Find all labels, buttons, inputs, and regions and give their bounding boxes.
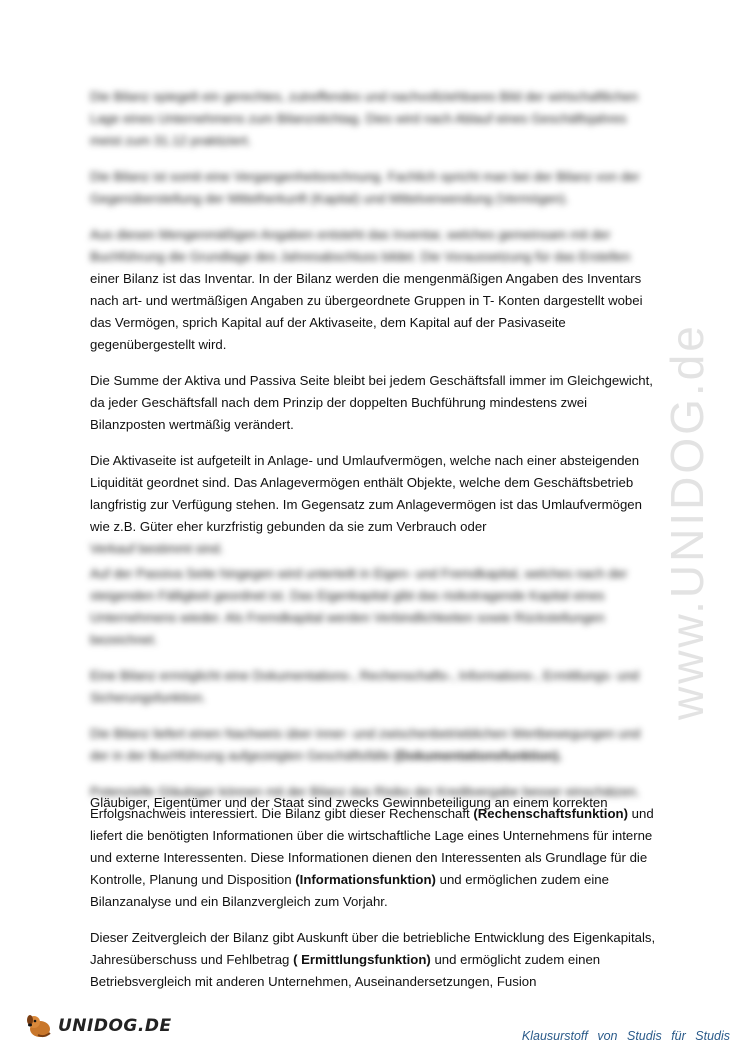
paragraph-gleichgewicht: Die Summe der Aktiva und Passiva Seite bleibt bei jedem Geschäftsfall immer im Gleichgewicht, da jeder Geschäftsfall nach dem Prinzip der doppelten Buchführung mindestens zwei Bilanzposten wertmäßig verändert. — [90, 373, 653, 432]
footer-tagline: Klausurstoff von Studis für Studis — [521, 1029, 730, 1043]
blurred-paragraph: Die Bilanz liefert einen Nachweis über inner- und zwischenbetrieblichen Wertbewegungen und der in der Buchführung aufgezeigten Geschäftsfälle (Dokumentationsfunktion). — [90, 726, 641, 763]
logo-text: UNIDOG.DE — [58, 1016, 172, 1036]
paragraph-rechenschaft: Erfolgsnachweis interessiert. Die Bilanz gibt dieser Rechenschaft (Rechenschaftsfunktion) und liefert die benötigten Informationen über die wirtschaftliche Lage eines Unternehmens für interne und externe Interessenten. Diese Informationen dienen den Interessenten als Grundlage für die Kontrolle, Planung und Disposition (Informationsfunktion) und ermöglichen zudem eine Bilanzanalyse und ein Bilanzvergleich zum Vorjahr. — [90, 806, 654, 909]
paragraph-inventar: einer Bilanz ist das Inventar. In der Bilanz werden die mengenmäßigen Angaben des Inventars nach art- und wertmäßigen Angaben zu übergeordnete Gruppen in T- Konten dargestellt wobei das Vermögen, sprich Kapital auf der Aktivaseite, dem Kapital auf der Pasivaseite gegenübergestellt wird. — [90, 271, 643, 352]
cut-line: Verkauf bestimmt sind. — [90, 541, 224, 556]
unidog-logo — [24, 1008, 172, 1044]
blurred-paragraph: Die Bilanz spiegelt ein gerechtes, zutreffendes und nachvollziehbares Bild der wirtschaftlichen Lage eines Unternehmens zum Bilanzstichtag. Dies wird nach Ablauf eines Geschäftsjahres meist zum 31.12 praktiziert. — [90, 89, 639, 148]
cut-line: Gläubiger, Eigentümer und der Staat sind zwecks Gewinnbeteiligung an einem korrekten — [90, 795, 608, 810]
document-body — [90, 86, 656, 1007]
blurred-paragraph: Eine Bilanz ermöglicht eine Dokumentations-, Rechenschafts-, Informations-, Ermittlungs- und Sicherungsfunktion. — [90, 668, 639, 705]
blurred-paragraph: Aus diesen Mengenmäßigen Angaben entsteht das Inventar, welches gemeinsam mit der Buchführung die Grundlage des Jahresabschluss bildet. Die Voraussetzung für das Erstellen — [90, 227, 631, 264]
blurred-line: Potenzielle Gläubiger können mit der Bilanz das Risiko der Kreditvergabe besser einschätzen. — [90, 784, 640, 799]
blurred-paragraph: Auf der Passiva Seite hingegen wird unterteilt in Eigen- und Fremdkapital, welches nach der steigenden Fälligkeit geordnet ist. Das Eigenkapital gibt das risikotragende Kapital eines Unternehmens wieder. Als Fremdkapital werden Verbindlichkeiten sowie Rückstellungen bezeichnet. — [90, 566, 628, 647]
paragraph-aktivaseite: Die Aktivaseite ist aufgeteilt in Anlage- und Umlaufvermögen, welche nach einer absteigenden Liquidität geordnet sind. Das Anlagevermögen enthält Objekte, welche dem Geschäftsbetrieb langfristig zur Verfügung stehen. Im Gegensatz zum Anlagevermögen ist das Umlaufvermögen wie z.B. Güter eher kurzfristig gebunden da sie zum Verbrauch oder — [90, 453, 642, 534]
dog-mascot-icon — [24, 1011, 54, 1041]
paragraph-zeitvergleich: Dieser Zeitvergleich der Bilanz gibt Auskunft über die betriebliche Entwicklung des Eigenkapitals, Jahresüberschuss und Fehlbetrag ( Ermittlungsfunktion) und ermöglicht zudem einen Betriebsvergleich mit anderen Unternehmen, Auseinandersetzungen, Fusion — [90, 930, 656, 989]
blurred-paragraph: Die Bilanz ist somit eine Vergangenheitsrechnung. Fachlich spricht man bei der Bilanz von der Gegenüberstellung der Mittelherkunft (Kapital) und Mittelverwendung (Vermögen). — [90, 169, 640, 206]
watermark: www.UNIDOG.de — [661, 323, 713, 720]
